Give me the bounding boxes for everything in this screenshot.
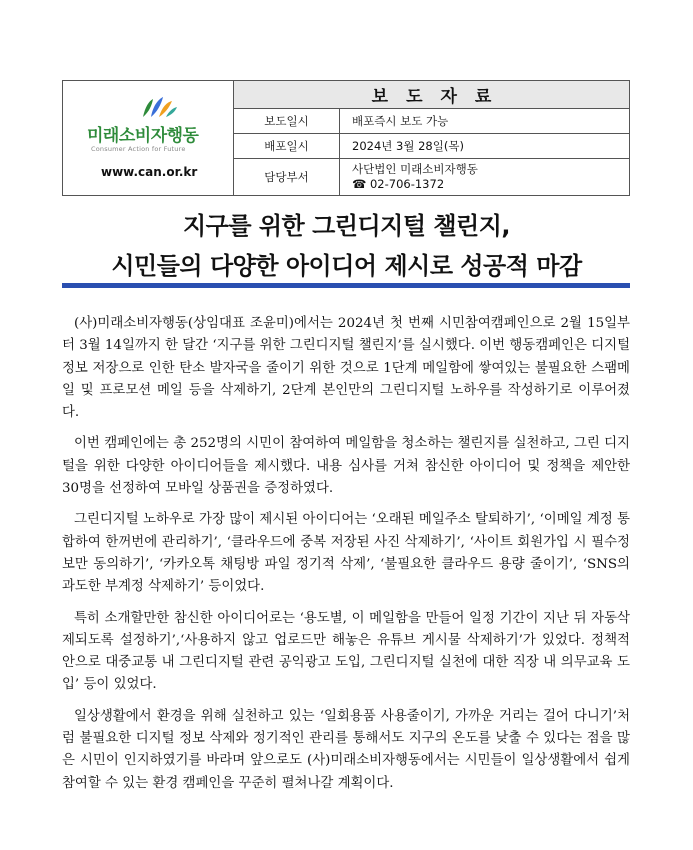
info-row-distribution-date	[234, 134, 629, 159]
phone-number: ☎ 02-706-1372	[352, 177, 445, 191]
logo-subtitle: Consumer Action for Future	[91, 145, 186, 153]
press-release-title: 보도자료	[234, 81, 629, 109]
info-row-department	[234, 159, 629, 195]
department-name: 사단법인 미래소비자행동	[352, 162, 478, 176]
press-header-table	[62, 80, 630, 196]
info-label: 보도일시	[234, 109, 340, 133]
headline-line-2: 시민들의 다양한 아이디어 제시로 성공적 마감	[111, 252, 582, 280]
info-label: 담당부서	[234, 159, 340, 195]
body-paragraph: 그린디지털 노하우로 가장 많이 제시된 아이디어는 ‘오래된 메일주소 탈퇴하기’, ‘이메일 계정 통합하여 한꺼번에 관리하기’, ‘클라우드에 중복 저장된 사진 삭제하기’, ‘사이트 회원가입 시 필수정보만 동의하기’, ‘카카오톡 채팅방 파일 정기적 삭제’, ‘불필요한 클라우드 용량 줄이기’, ‘SNS의 과도한 부계정 삭제하기’ 등이었다.	[62, 512, 630, 595]
info-value: 배포즉시 보도 가능	[352, 113, 449, 128]
info-row-release-time	[234, 109, 629, 134]
info-cell	[234, 81, 629, 195]
body-paragraph: 일상생활에서 환경을 위해 실천하고 있는 ‘일회용품 사용줄이기, 가까운 거리는 걸어 다니기’처럼 불필요한 디지털 정보 삭제와 정기적인 관리를 통해서도 지구의 온도를 낮출 수 있다는 점을 많은 시민이 인지하였기를 바라며 앞으로도 (사)미래소비자행동에서는 시민들이 일상생활에서 쉽게 참여할 수 있는 환경 캠페인을 꾸준히 펼쳐나갈 계획이다.	[62, 708, 630, 791]
website-url[interactable]: www.can.or.kr	[101, 165, 198, 179]
body-paragraph: (사)미래소비자행동(상임대표 조윤미)에서는 2024년 첫 번째 시민참여캠페인으로 2월 15일부터 3월 14일까지 한 달간 ‘지구를 위한 그린디지털 챌린지’를 실시했다. 이번 행동캠페인은 디지털 정보 저장으로 인한 탄소 발자국을 줄이기 위한 것으로 1단계 메일함에 쌓여있는 불필요한 스팸메일 및 프로모션 메일 등을 삭제하기, 2단계 본인만의 그린디지털 노하우를 작성하기로 이루어졌다.	[62, 316, 631, 421]
body-paragraph: 특히 소개할만한 참신한 아이디어로는 ‘용도별, 이 메일함을 만들어 일정 기간이 지난 뒤 자동삭제되도록 설정하기’,‘사용하지 않고 업로드만 해놓은 유튜브 게시물 삭제하기’가 있었다. 정책적 안으로 대중교통 내 그린디지털 관련 공익광고 도입, 그린디지털 실천에 대한 직장 내 의무교육 도입’ 등이 있었다.	[62, 610, 630, 693]
logo-title: 미래소비자행동	[87, 126, 199, 146]
info-label: 배포일시	[234, 134, 340, 158]
info-value: 2024년 3월 28일(목)	[352, 138, 464, 153]
headline-line-1: 지구를 위한 그린디지털 챌린지,	[182, 212, 511, 240]
headline-divider	[62, 283, 630, 288]
article-body	[62, 313, 630, 804]
logo-cell	[63, 81, 234, 195]
info-value	[340, 159, 629, 195]
body-paragraph: 이번 캠페인에는 총 252명의 시민이 참여하여 메일함을 청소하는 챌린지를 실천하고, 그린 디지털을 위한 다양한 아이디어들을 제시했다. 내용 심사를 거쳐 참신한 아이디어 및 정책을 제안한 30명을 선정하여 모바일 상품권을 증정하였다.	[62, 436, 630, 497]
logo-leaf-icon	[139, 93, 179, 121]
